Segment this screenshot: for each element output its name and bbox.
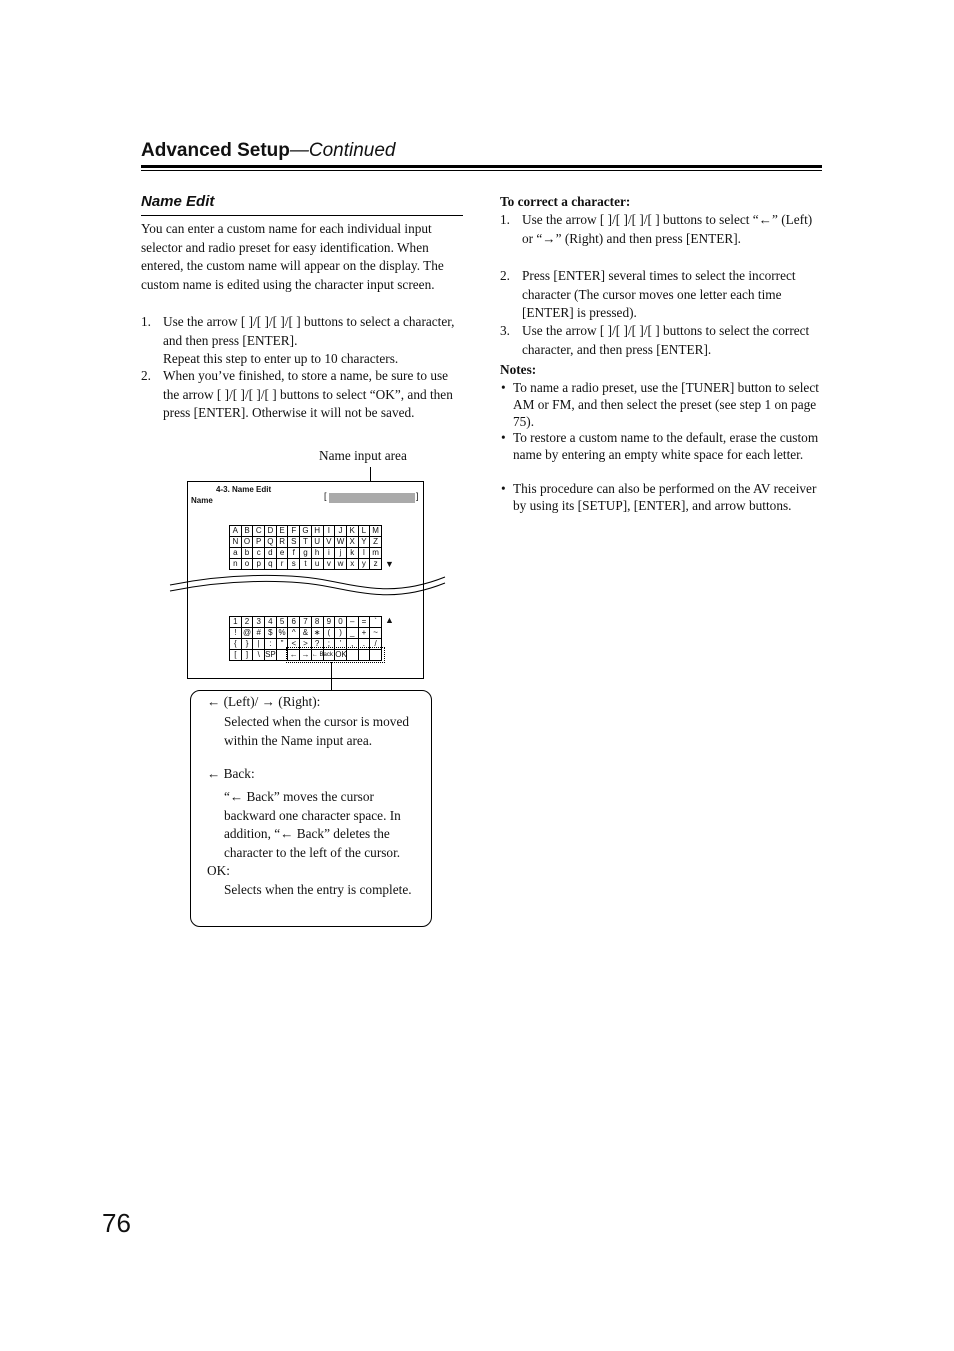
character-key[interactable]: ! bbox=[230, 628, 242, 639]
correct-step-3 bbox=[500, 322, 822, 359]
character-key[interactable]: 4 bbox=[265, 617, 277, 628]
correct-heading: To correct a character: bbox=[500, 194, 631, 209]
correct-step-1-text: Use the arrow [ ]/[ ]/[ ]/[ ] buttons to select “←” (Left) or “→” (Right) and then press [ENTER]. bbox=[522, 212, 813, 246]
break-wave bbox=[170, 571, 445, 601]
character-key[interactable]: R bbox=[277, 537, 289, 548]
page-header bbox=[141, 140, 396, 162]
section-title: Name Edit bbox=[141, 193, 215, 210]
step-2-num: 2. bbox=[141, 368, 151, 383]
character-key[interactable]: i bbox=[324, 548, 336, 559]
character-key[interactable]: . bbox=[359, 639, 371, 650]
scroll-up-arrow[interactable]: ▲ bbox=[385, 615, 394, 625]
character-key[interactable]: → bbox=[300, 650, 312, 661]
step-2 bbox=[141, 367, 463, 423]
screen-title: 4-3. Name Edit bbox=[216, 485, 272, 494]
step-1-text: Use the arrow [ ]/[ ]/[ ]/[ ] buttons to select a character, and then press [ENTER]. bbox=[163, 314, 455, 348]
ok-desc: Selects when the entry is complete. bbox=[224, 882, 412, 897]
character-key[interactable]: > bbox=[300, 639, 312, 650]
character-key[interactable]: r bbox=[277, 559, 289, 570]
header-rule-thick bbox=[141, 165, 822, 168]
back-desc: “← Back” moves the cursor backward one character space. In addition, “← Back” deletes the character to the left of the cursor. bbox=[224, 789, 401, 860]
character-key[interactable]: W bbox=[335, 537, 347, 548]
character-key[interactable]: F bbox=[288, 526, 300, 537]
character-key[interactable]: I bbox=[324, 526, 336, 537]
correct-step-1-num: 1. bbox=[500, 212, 510, 227]
character-key[interactable]: % bbox=[277, 628, 289, 639]
character-key[interactable]: s bbox=[288, 559, 300, 570]
character-key[interactable]: ) bbox=[335, 628, 347, 639]
callout-line-bottom bbox=[331, 662, 332, 690]
character-key[interactable]: t bbox=[300, 559, 312, 570]
character-key[interactable]: / bbox=[370, 639, 382, 650]
character-key[interactable]: 7 bbox=[300, 617, 312, 628]
character-key[interactable]: Q bbox=[265, 537, 277, 548]
name-input-area-label: Name input area bbox=[319, 448, 407, 463]
note-1 bbox=[500, 380, 822, 430]
character-key[interactable]: 2 bbox=[242, 617, 254, 628]
character-key[interactable]: ← bbox=[288, 650, 300, 661]
character-key[interactable]: 5 bbox=[277, 617, 289, 628]
character-key[interactable]: ← Back bbox=[312, 650, 324, 661]
character-key[interactable]: S bbox=[288, 537, 300, 548]
character-key[interactable]: ~ bbox=[370, 628, 382, 639]
scroll-down-arrow[interactable]: ▼ bbox=[385, 559, 394, 569]
character-key[interactable]: H bbox=[312, 526, 324, 537]
character-key[interactable]: < bbox=[288, 639, 300, 650]
callout-box bbox=[190, 690, 432, 927]
character-key[interactable]: p bbox=[253, 559, 265, 570]
header-continued: —Continued bbox=[289, 140, 396, 161]
character-key[interactable]: A bbox=[230, 526, 242, 537]
step-1 bbox=[141, 313, 463, 369]
step-1-extra: Repeat this step to enter up to 10 characters. bbox=[163, 351, 399, 366]
character-key[interactable]: x bbox=[347, 559, 359, 570]
character-key[interactable]: a bbox=[230, 548, 242, 559]
name-edit-screen bbox=[187, 481, 424, 679]
note-3-text: This procedure can also be performed on the AV receiver by using its [SETUP], [ENTER], and arrow buttons. bbox=[513, 481, 817, 513]
character-key[interactable]: g bbox=[300, 548, 312, 559]
intro-paragraph: You can enter a custom name for each individual input selector and radio preset for easy identification. When entered, the custom name will appear on the display. The custom name is edited using the character input screen. bbox=[141, 221, 444, 292]
correct-step-3-text: Use the arrow [ ]/[ ]/[ ]/[ ] buttons to select the correct character, and then press [ENTER]. bbox=[522, 323, 810, 357]
character-key[interactable]: $ bbox=[265, 628, 277, 639]
character-key[interactable]: ' bbox=[335, 639, 347, 650]
character-key[interactable]: SP bbox=[265, 650, 276, 659]
character-key[interactable]: ? bbox=[312, 639, 324, 650]
screen-name-label: Name bbox=[191, 496, 213, 505]
character-key[interactable]: D bbox=[265, 526, 277, 537]
name-input-area[interactable] bbox=[329, 493, 415, 503]
character-key[interactable]: – bbox=[347, 617, 359, 628]
note-1-text: To name a radio preset, use the [TUNER] button to select AM or FM, and then select the preset (see step 1 on page 75). bbox=[513, 380, 819, 429]
header-rule-thin bbox=[141, 170, 822, 171]
character-key[interactable]: k bbox=[347, 548, 359, 559]
character-grid-upper bbox=[229, 525, 382, 570]
note-bullet: • bbox=[501, 430, 506, 445]
character-key[interactable]: T bbox=[300, 537, 312, 548]
character-key[interactable]: 0 bbox=[335, 617, 347, 628]
character-key[interactable]: O bbox=[242, 537, 254, 548]
character-key[interactable]: 8 bbox=[312, 617, 324, 628]
name-bracket-left: [ bbox=[324, 491, 327, 501]
character-key[interactable]: u bbox=[312, 559, 324, 570]
character-key[interactable]: z bbox=[370, 559, 382, 570]
character-key[interactable]: : bbox=[265, 639, 277, 650]
section-rule bbox=[141, 215, 463, 216]
character-key[interactable]: J bbox=[335, 526, 347, 537]
character-key[interactable]: _ bbox=[347, 628, 359, 639]
character-key[interactable]: v bbox=[324, 559, 336, 570]
character-key[interactable]: U bbox=[312, 537, 324, 548]
character-key[interactable]: y bbox=[359, 559, 371, 570]
character-key[interactable]: OK bbox=[335, 650, 347, 659]
control-keys-box bbox=[286, 647, 385, 663]
correct-step-1 bbox=[500, 211, 822, 248]
character-key[interactable]: + bbox=[359, 628, 371, 639]
header-title: Advanced Setup bbox=[141, 140, 290, 161]
correct-step-3-num: 3. bbox=[500, 323, 510, 338]
note-bullet: • bbox=[501, 380, 506, 395]
note-3 bbox=[500, 481, 822, 515]
character-key[interactable]: ∗ bbox=[312, 628, 324, 639]
page-number: 76 bbox=[102, 1208, 131, 1238]
character-key[interactable]: 3 bbox=[253, 617, 265, 628]
character-key[interactable]: ^ bbox=[288, 628, 300, 639]
character-key[interactable]: & bbox=[300, 628, 312, 639]
character-key[interactable]: { bbox=[230, 639, 242, 650]
character-key[interactable]: d bbox=[265, 548, 277, 559]
character-key[interactable]: B bbox=[242, 526, 254, 537]
character-key[interactable]: X bbox=[347, 537, 359, 548]
notes-heading: Notes: bbox=[500, 362, 537, 377]
character-key[interactable]: 6 bbox=[288, 617, 300, 628]
character-key[interactable]: | bbox=[253, 639, 265, 650]
note-bullet: • bbox=[501, 481, 506, 496]
character-key[interactable]: P bbox=[253, 537, 265, 548]
character-key[interactable]: ( bbox=[324, 628, 336, 639]
character-key[interactable]: f bbox=[288, 548, 300, 559]
character-key[interactable]: h bbox=[312, 548, 324, 559]
character-key[interactable]: V bbox=[324, 537, 336, 548]
left-right-desc: Selected when the cursor is moved within the Name input area. bbox=[224, 714, 409, 748]
character-key[interactable]: l bbox=[359, 548, 371, 559]
character-key[interactable]: K bbox=[347, 526, 359, 537]
correct-step-2 bbox=[500, 267, 822, 323]
character-key[interactable]: , bbox=[347, 639, 359, 650]
character-key[interactable]: G bbox=[300, 526, 312, 537]
character-key[interactable]: j bbox=[335, 548, 347, 559]
step-2-text: When you’ve finished, to store a name, be sure to use the arrow [ ]/[ ]/[ ]/[ ] buttons to select “OK”, and then press [ENTER]. Otherwise it will not be saved. bbox=[163, 368, 453, 420]
character-key[interactable]: = bbox=[359, 617, 371, 628]
note-2-text: To restore a custom name to the default, erase the custom name by entering an empty white space for each letter. bbox=[513, 430, 819, 462]
character-key[interactable]: # bbox=[253, 628, 265, 639]
character-key[interactable]: c bbox=[253, 548, 265, 559]
character-key[interactable]: ] bbox=[242, 650, 254, 661]
character-key[interactable]: Y bbox=[359, 537, 371, 548]
character-key[interactable]: N bbox=[230, 537, 242, 548]
character-key[interactable]: o bbox=[242, 559, 254, 570]
character-key[interactable]: 9 bbox=[324, 617, 336, 628]
correct-step-2-num: 2. bbox=[500, 268, 510, 283]
character-key[interactable]: } bbox=[242, 639, 254, 650]
character-key[interactable]: [ bbox=[230, 650, 242, 661]
character-key[interactable]: ; bbox=[324, 639, 336, 650]
character-key[interactable]: m bbox=[370, 548, 382, 559]
name-bracket-right: ] bbox=[416, 491, 419, 501]
character-key[interactable]: e bbox=[277, 548, 289, 559]
character-key[interactable]: L bbox=[359, 526, 371, 537]
character-key[interactable]: ` bbox=[370, 617, 382, 628]
character-key[interactable]: \ bbox=[253, 650, 265, 661]
character-key[interactable]: E bbox=[277, 526, 289, 537]
character-key[interactable]: b bbox=[242, 548, 254, 559]
character-key[interactable]: w bbox=[335, 559, 347, 570]
character-key[interactable]: " bbox=[277, 639, 289, 650]
step-1-num: 1. bbox=[141, 314, 151, 329]
note-2 bbox=[500, 430, 822, 464]
character-key[interactable]: 1 bbox=[230, 617, 242, 628]
character-key[interactable]: M bbox=[370, 526, 382, 537]
character-key[interactable]: @ bbox=[242, 628, 254, 639]
left-right-label: ← (Left)/ → (Right): bbox=[207, 694, 321, 709]
correct-step-2-text: Press [ENTER] several times to select the incorrect character (The cursor moves one letter each time [ENTER] is pressed). bbox=[522, 268, 796, 320]
back-label: ← Back: bbox=[207, 766, 255, 781]
character-key[interactable]: C bbox=[253, 526, 265, 537]
character-key[interactable]: n bbox=[230, 559, 242, 570]
ok-label: OK: bbox=[207, 863, 230, 878]
character-key[interactable]: Z bbox=[370, 537, 382, 548]
character-key[interactable]: q bbox=[265, 559, 277, 570]
